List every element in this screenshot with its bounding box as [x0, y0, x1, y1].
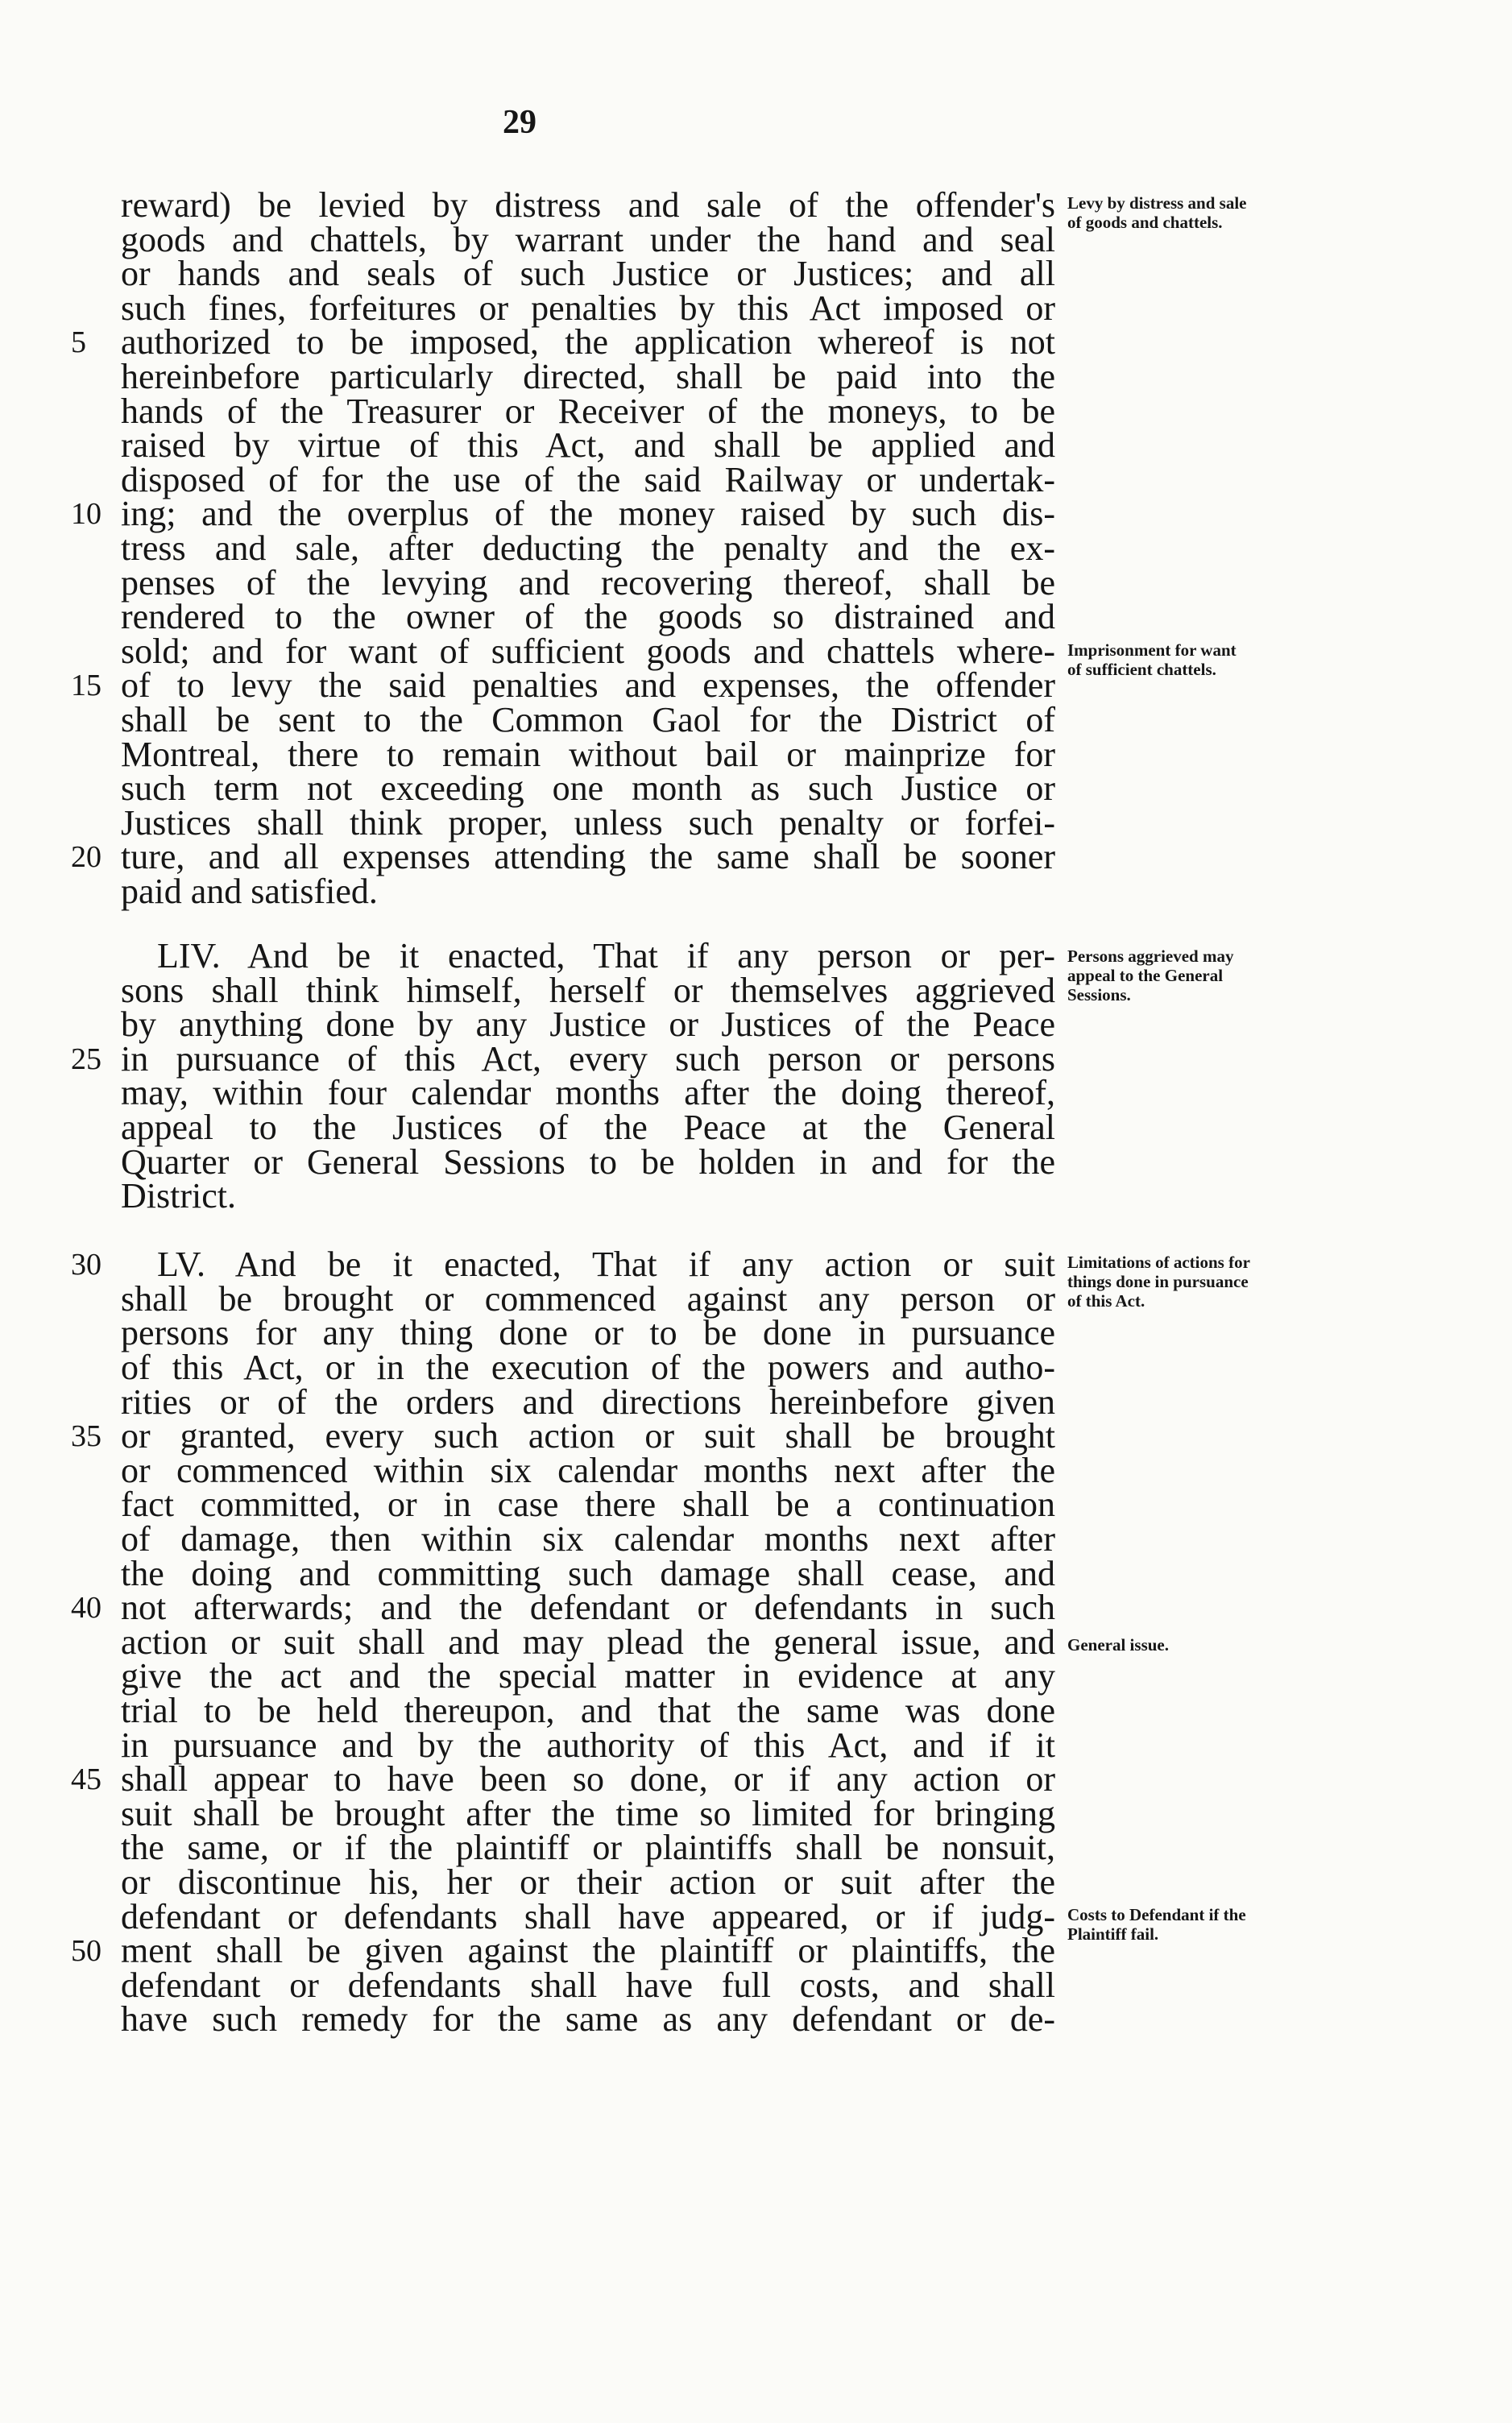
text-line: hands of the Treasurer or Receiver of the moneys, to be: [121, 391, 1055, 431]
text-line: sold; and for want of sufficient goods and chattels where-: [121, 632, 1055, 671]
text-line: the doing and committing such damage shall cease, and: [121, 1554, 1055, 1593]
text-line: shall be brought or commenced against any person or: [121, 1279, 1055, 1319]
page-number: 29: [503, 104, 536, 141]
text-line: suit shall be brought after the time so limited for bringing: [121, 1794, 1055, 1833]
text-line: ment shall be given against the plaintiff or plaintiffs, the: [121, 1931, 1055, 1970]
text-line: of to levy the said penalties and expenses, the offender: [121, 665, 1055, 705]
text-line: sons shall think himself, herself or themselves aggrieved: [121, 971, 1055, 1010]
text-line: or discontinue his, her or their action or suit after the: [121, 1862, 1055, 1902]
line-number: 40: [71, 1591, 101, 1625]
text-line: goods and chattels, by warrant under the hand and seal: [121, 220, 1055, 259]
text-line: in pursuance and by the authority of this Act, and if it: [121, 1725, 1055, 1765]
text-line: action or suit shall and may plead the general issue, and: [121, 1622, 1055, 1662]
text-line: ing; and the overplus of the money raised by such dis-: [121, 494, 1055, 533]
margin-note: Limitations of actions for things done in pursuance of this Act.: [1067, 1253, 1250, 1311]
text-line: authorized to be imposed, the application whereof is not: [121, 322, 1055, 362]
text-line: persons for any thing done or to be done in pursuance: [121, 1313, 1055, 1352]
text-line: such fines, forfeitures or penalties by this Act imposed or: [121, 288, 1055, 328]
text-line: shall appear to have been so done, or if any action or: [121, 1759, 1055, 1799]
text-line: District.: [121, 1176, 236, 1216]
line-number: 5: [71, 325, 86, 359]
text-line: or hands and seals of such Justice or Justices; and all: [121, 254, 1055, 293]
text-line: shall be sent to the Common Gaol for the District of: [121, 700, 1055, 739]
text-line: fact committed, or in case there shall be a continuation: [121, 1485, 1055, 1524]
text-line: of this Act, or in the execution of the powers and autho-: [121, 1348, 1055, 1387]
text-line: the same, or if the plaintiff or plaintiffs shall be nonsuit,: [121, 1828, 1055, 1867]
text-line: not afterwards; and the defendant or defendants in such: [121, 1588, 1055, 1627]
text-line: trial to be held thereupon, and that the same was done: [121, 1691, 1055, 1730]
line-number: 50: [71, 1934, 101, 1968]
margin-note: Persons aggrieved may appeal to the General Sessions.: [1067, 946, 1234, 1004]
line-number: 15: [71, 669, 101, 702]
text-line: raised by virtue of this Act, and shall be applied and: [121, 425, 1055, 465]
text-line: defendant or defendants shall have appeared, or if judg-: [121, 1897, 1055, 1936]
text-line: paid and satisfied.: [121, 872, 378, 911]
text-line: or granted, every such action or suit shall be brought: [121, 1416, 1055, 1456]
text-line: Montreal, there to remain without bail or mainprize for: [121, 735, 1055, 774]
line-number: 25: [71, 1042, 101, 1076]
section-heading-line: LV. And be it enacted, That if any action or suit: [157, 1245, 1055, 1284]
section-heading-line: LIV. And be it enacted, That if any person or per-: [157, 936, 1055, 975]
text-line: such term not exceeding one month as such Justice or: [121, 768, 1055, 808]
text-line: in pursuance of this Act, every such person or persons: [121, 1039, 1055, 1079]
margin-note: Levy by distress and sale of goods and chattels.: [1067, 193, 1247, 232]
text-line: may, within four calendar months after the doing thereof,: [121, 1073, 1055, 1112]
text-line: penses of the levying and recovering thereof, shall be: [121, 563, 1055, 603]
text-line: give the act and the special matter in evidence at any: [121, 1656, 1055, 1696]
margin-note: Imprisonment for want of sufficient chattels.: [1067, 640, 1237, 679]
line-number: 10: [71, 497, 101, 531]
text-line: by anything done by any Justice or Justices of the Peace: [121, 1004, 1055, 1044]
text-line: defendant or defendants shall have full costs, and shall: [121, 1965, 1055, 2005]
text-line: or commenced within six calendar months next after the: [121, 1451, 1055, 1490]
text-line: hereinbefore particularly directed, shall be paid into the: [121, 357, 1055, 396]
line-number: 45: [71, 1762, 101, 1796]
text-line: rities or of the orders and directions hereinbefore given: [121, 1382, 1055, 1422]
line-number: 20: [71, 840, 101, 874]
line-number: 30: [71, 1248, 101, 1282]
text-line: Quarter or General Sessions to be holden in and for the: [121, 1142, 1055, 1182]
text-line: rendered to the owner of the goods so distrained and: [121, 597, 1055, 636]
margin-note: General issue.: [1067, 1635, 1169, 1655]
text-line: have such remedy for the same as any defendant or de-: [121, 1999, 1055, 2039]
line-number: 35: [71, 1419, 101, 1453]
text-line: disposed of for the use of the said Railway or undertak-: [121, 460, 1055, 499]
text-line: reward) be levied by distress and sale of the offender's: [121, 185, 1055, 225]
text-line: ture, and all expenses attending the same shall be sooner: [121, 837, 1055, 876]
text-line: appeal to the Justices of the Peace at the General: [121, 1108, 1055, 1147]
text-line: of damage, then within six calendar months next after: [121, 1519, 1055, 1559]
text-line: Justices shall think proper, unless such penalty or forfei-: [121, 803, 1055, 843]
margin-note: Costs to Defendant if the Plaintiff fail.: [1067, 1905, 1246, 1944]
text-line: tress and sale, after deducting the penalty and the ex-: [121, 528, 1055, 568]
